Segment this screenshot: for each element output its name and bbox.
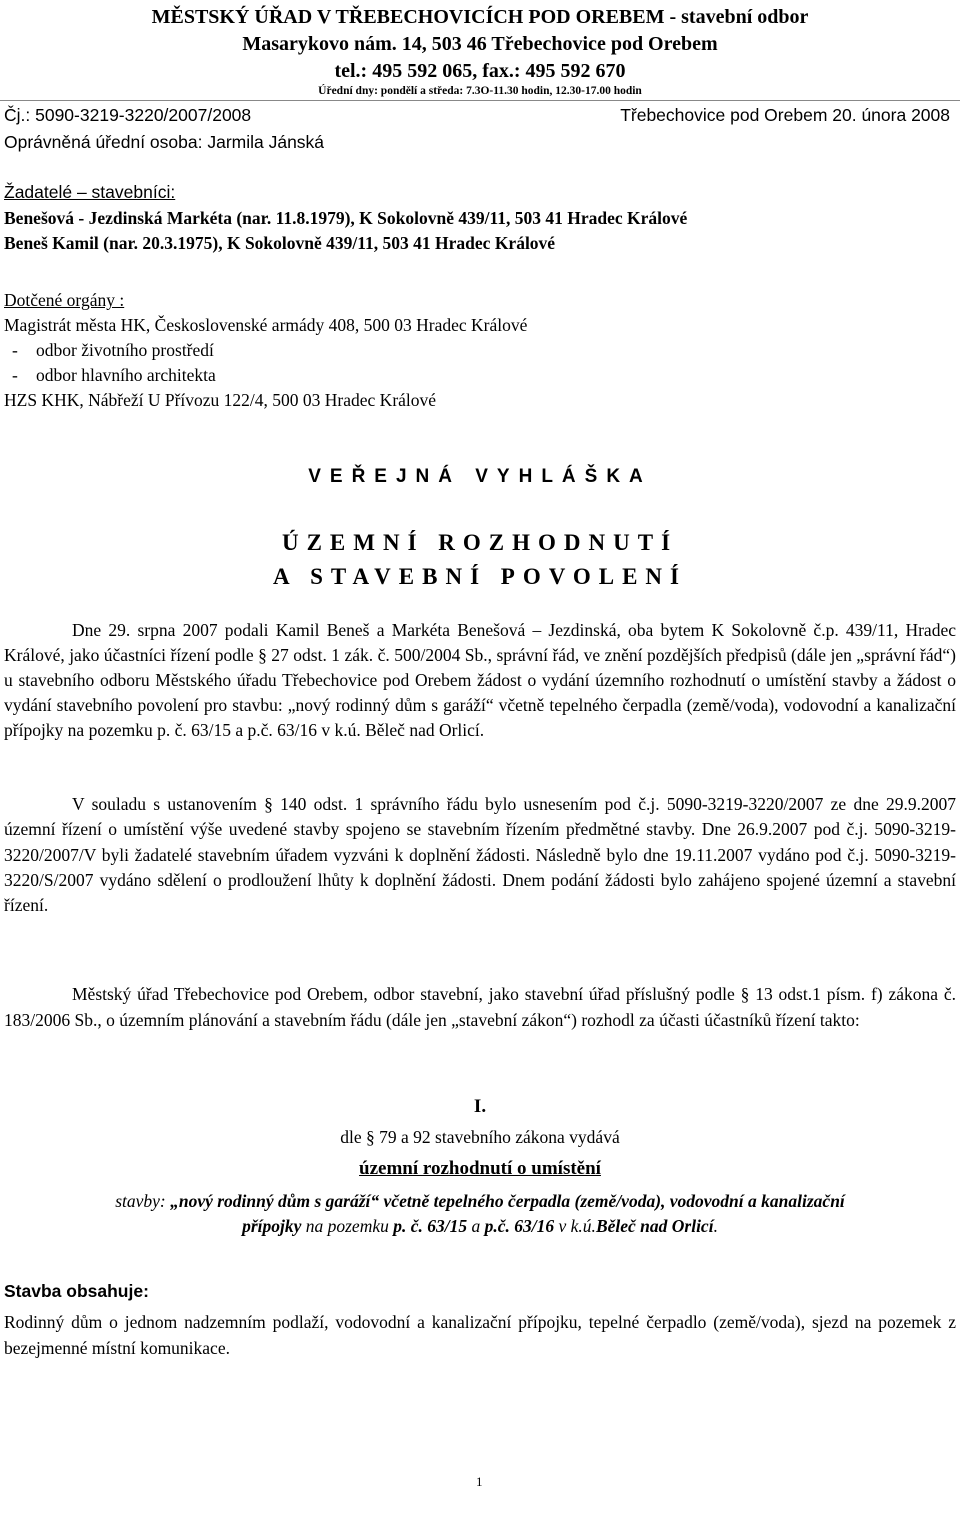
construction-line [0, 1191, 960, 1212]
contents-text: Rodinný dům o jednom nadzemním podlaží, vodovodní a kanalizační přípojku, tepelné čerpadlo (země/voda), sjezd na pozemek z bezejmenné místní komunikace. [4, 1312, 956, 1358]
paragraph-procedure: V souladu s ustanovením § 140 odst. 1 správního řádu bylo usnesením pod č.j. 5090-3219-3220/2007 ze dne 29.9.2007 územní řízení o umístění výše uvedené stavby spojeno se stavebním řízením předmětné stavby. Dne 26.9.2007 pod č.j. 5090-3219-3220/2007/V byli žadatelé stavebním úřadem vyzváni k doplnění žádosti. Následně bylo dne 19.11.2007 vydáno pod č.j. 5090-3219-3220/S/2007 vydáno sdělení o prodloužení lhůty k doplnění žádosti. Dnem podání žádosti bylo zahájeno spojené územní a stavební řízení. [4, 794, 956, 916]
notice-title: VEŘEJNÁ VYHLÁŠKA [308, 466, 652, 487]
applicant-line: Beneš Kamil (nar. 20.3.1975), K Sokolovně 439/11, 503 41 Hradec Králové [4, 233, 556, 253]
contents-heading: Stavba obsahuje: [4, 1281, 149, 1301]
decision-law: dle § 79 a 92 stavebního zákona vydává [340, 1127, 620, 1147]
authority-subline: odbor hlavního architekta [36, 365, 216, 385]
cadastral-prefix: v k.ú. [558, 1216, 596, 1236]
plot-number: p.č. 63/16 [484, 1216, 555, 1236]
applicant-line: Benešová - Jezdinská Markéta (nar. 11.8.1979), K Sokolovně 439/11, 503 41 Hradec Králové [4, 208, 688, 228]
plot-and: a [471, 1216, 481, 1236]
authorized-official: Oprávněná úřední osoba: Jarmila Jánská [4, 132, 325, 152]
page-number: 1 [476, 1474, 483, 1489]
office-name: MĚSTSKÝ ÚŘAD V TŘEBECHOVICÍCH POD OREBEM - stavební odbor [151, 6, 809, 28]
paragraph-request: Dne 29. srpna 2007 podali Kamil Beneš a Markéta Benešová – Jezdinská, oba bytem K Sokolovně č.p. 439/11, Hradec Králové, jako účastníci řízení podle § 27 odst. 1 zák. č. 500/2004 Sb., správní řád, ve znění pozdějších předpisů (dále jen „správní řád“) u stavebního odboru Městského úřadu Třebechovice pod Orebem žádost o vydání územního rozhodnutí o umístění stavby a žádost o vydání stavebního povolení pro stavbu: „nový rodinný dům s garáží“ včetně tepelného čerpadla (země/voda), vodovodní a kanalizační přípojky na pozemku p. č. 63/15 a p.č. 63/16 v k.ú. Běleč nad Orlicí. [4, 620, 956, 740]
header-divider [0, 100, 960, 101]
decision-heading: územní rozhodnutí o umístění [359, 1158, 601, 1179]
authority-subline: odbor životního prostředí [36, 340, 214, 360]
office-address: Masarykovo nám. 14, 503 46 Třebechovice pod Orebem [242, 33, 718, 55]
permit-title: A STAVEBNÍ POVOLENÍ [273, 564, 687, 589]
construction-name: „nový rodinný dům s garáží“ včetně tepelného čerpadla (země/voda), vodovodní a kanalizační [170, 1191, 845, 1211]
cadastral-area: Běleč nad Orlicí [595, 1216, 714, 1236]
paragraph-authority: Městský úřad Třebechovice pod Orebem, odbor stavební, jako stavební úřad příslušný podle § 13 odst.1 písm. f) zákona č. 183/2006 Sb., o územním plánování a stavebním řádu (dále jen „stavební zákon“) rozhodl za účasti účastníků řízení takto: [4, 984, 956, 1030]
authority-line: Magistrát města HK, Československé armády 408, 500 03 Hradec Králové [4, 315, 528, 335]
plot-number: p. č. 63/15 [393, 1216, 468, 1236]
reference-number: Čj.: 5090-3219-3220/2007/2008 [4, 105, 252, 125]
authorities-heading: Dotčené orgány : [4, 290, 125, 310]
construction-line-2 [0, 1216, 960, 1237]
construction-period: . [713, 1216, 718, 1236]
authority-dash: - [12, 340, 18, 360]
applicants-heading: Žadatelé – stavebníci: [4, 182, 176, 202]
decision-title: ÚZEMNÍ ROZHODNUTÍ [281, 530, 679, 555]
authority-dash: - [12, 365, 18, 385]
construction-prefix: stavby: [115, 1191, 166, 1211]
authority-line: HZS KHK, Nábřeží U Přívozu 122/4, 500 03 Hradec Králové [4, 390, 437, 410]
place-and-date: Třebechovice pod Orebem 20. února 2008 [620, 105, 950, 125]
decision-roman: I. [473, 1096, 487, 1117]
office-phone-fax: tel.: 495 592 065, fax.: 495 592 670 [334, 60, 626, 82]
office-hours: Úřední dny: pondělí a středa: 7.3O-11.30 hodin, 12.30-17.00 hodin [318, 85, 642, 97]
construction-connections: přípojky [242, 1216, 302, 1236]
construction-on-plot: na pozemku [305, 1216, 389, 1236]
